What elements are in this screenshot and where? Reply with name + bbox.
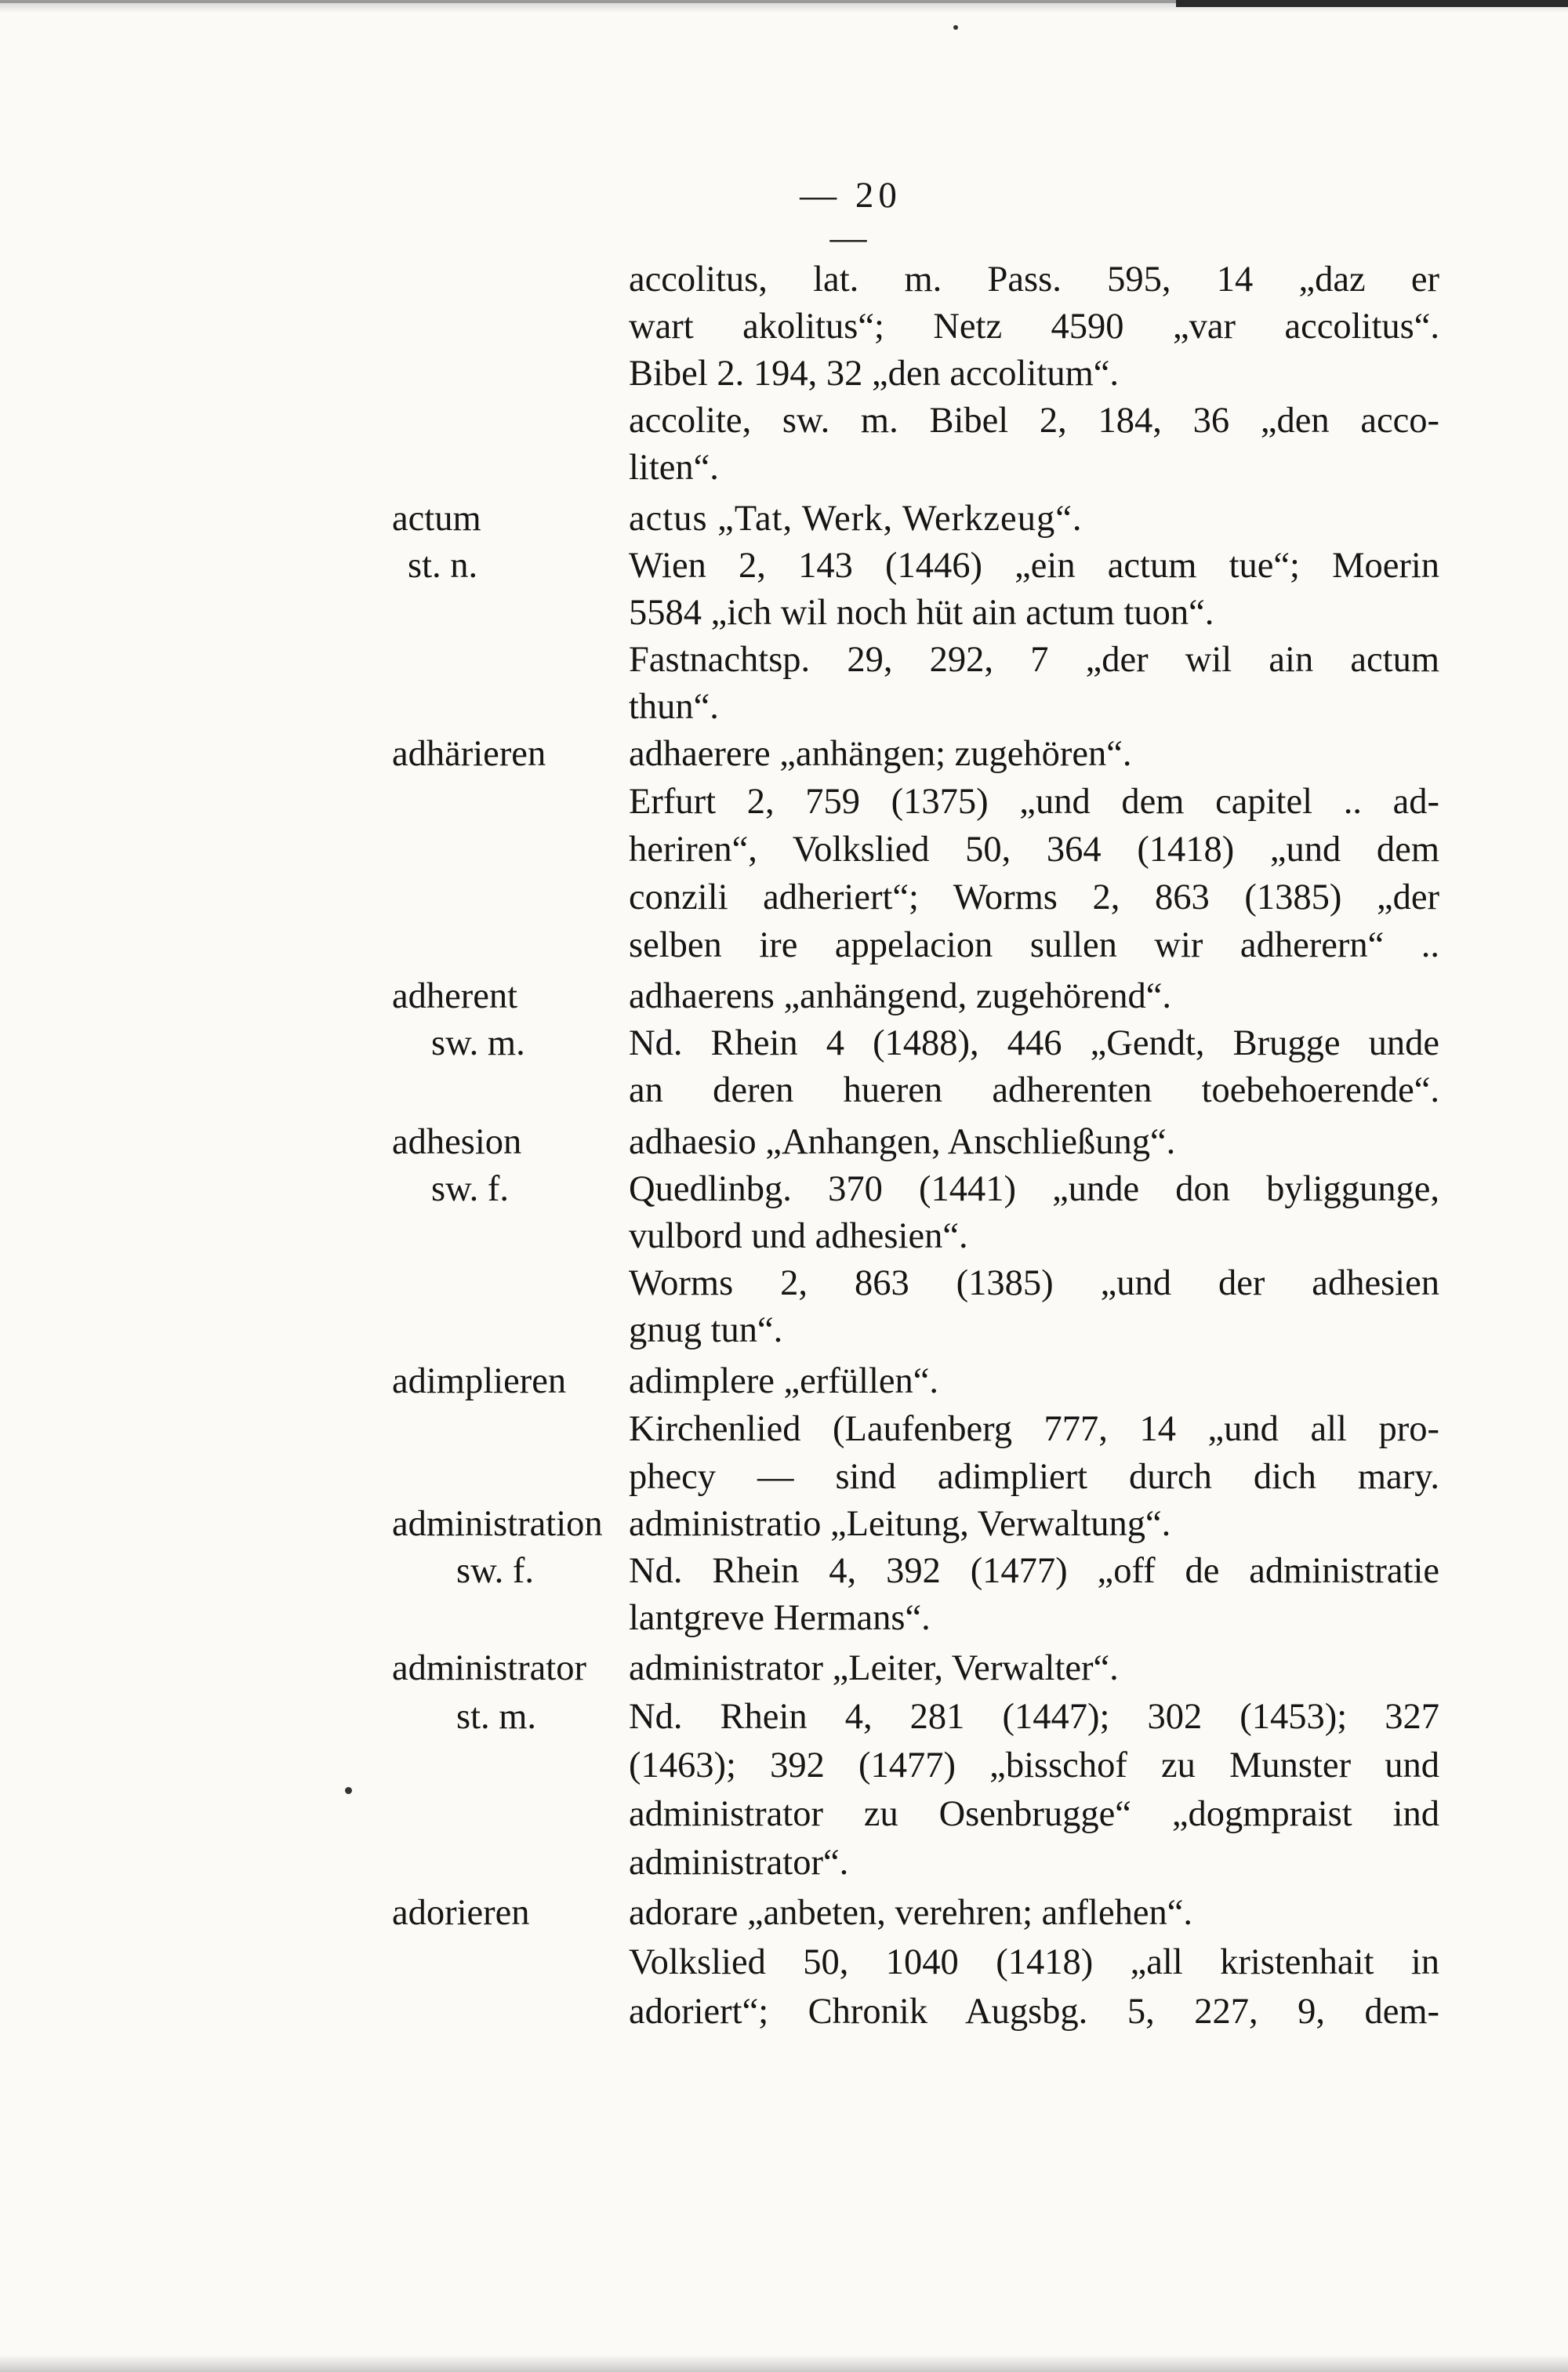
page-number: — 20 — bbox=[800, 175, 902, 258]
scan-speck bbox=[345, 1787, 352, 1794]
definition-line: administratio „Leitung, Verwaltung“. bbox=[629, 1504, 1171, 1544]
entry-lemma: adherent bbox=[392, 976, 518, 1016]
definition-line: 5584 „ich wil noch hüt ain actum tuon“. bbox=[629, 593, 1214, 633]
scan-border-top-right bbox=[1176, 0, 1568, 7]
definition-line: accolitus, lat. m. Pass. 595, 14 „daz er bbox=[629, 260, 1439, 300]
definition-line: Nd. Rhein 4 (1488), 446 „Gendt, Brugge unde bbox=[629, 1023, 1439, 1063]
definition-line: (1463); 392 (1477) „bisschof zu Munster und bbox=[629, 1745, 1439, 1785]
definition-line: accolite, sw. m. Bibel 2, 184, 36 „den acco- bbox=[629, 401, 1439, 441]
definition-line: Kirchenlied (Laufenberg 777, 14 „und all pro- bbox=[629, 1409, 1439, 1449]
definition-line: liten“. bbox=[629, 448, 719, 488]
entry-lemma: administrator bbox=[392, 1648, 586, 1688]
entry-grammar: st. n. bbox=[408, 546, 478, 586]
definition-line: adorare „anbeten, verehren; anflehen“. bbox=[629, 1893, 1193, 1933]
definition-line: administrator zu Osenbrugge“ „dogmpraist ind bbox=[629, 1794, 1439, 1834]
definition-line: heriren“, Volkslied 50, 364 (1418) „und dem bbox=[629, 830, 1439, 870]
entry-lemma: adimplieren bbox=[392, 1361, 567, 1401]
definition-line: Worms 2, 863 (1385) „und der adhesien bbox=[629, 1263, 1439, 1303]
entry-lemma: administration bbox=[392, 1504, 603, 1544]
definition-line: wart akolitus“; Netz 4590 „var accolitus“. bbox=[629, 307, 1439, 347]
definition-line: adoriert“; Chronik Augsbg. 5, 227, 9, dem- bbox=[629, 1992, 1439, 2032]
entry-grammar: st. m. bbox=[456, 1697, 537, 1737]
definition-line: administrator“. bbox=[629, 1843, 849, 1883]
definition-line: lantgreve Hermans“. bbox=[629, 1598, 931, 1638]
definition-line: Nd. Rhein 4, 281 (1447); 302 (1453); 327 bbox=[629, 1697, 1439, 1737]
entry-grammar: sw. f. bbox=[431, 1169, 510, 1209]
entry-lemma: adhesion bbox=[392, 1122, 522, 1162]
definition-line: Erfurt 2, 759 (1375) „und dem capitel .. ad- bbox=[629, 782, 1439, 822]
definition-line: adhaerere „anhängen; zugehören“. bbox=[629, 734, 1132, 774]
entry-lemma: actum bbox=[392, 499, 481, 539]
definition-line: Volkslied 50, 1040 (1418) „all kristenhait in bbox=[629, 1942, 1439, 1982]
definition-line: conzili adheriert“; Worms 2, 863 (1385) „der bbox=[629, 877, 1439, 917]
definition-line: adhaerens „anhängend, zugehörend“. bbox=[629, 976, 1171, 1016]
definition-line: selben ire appelacion sullen wir adherern“ .. bbox=[629, 925, 1439, 965]
entry-lemma: adhärieren bbox=[392, 734, 546, 774]
definition-line: adhaesio „Anhangen, Anschließung“. bbox=[629, 1122, 1176, 1162]
definition-line: Wien 2, 143 (1446) „ein actum tue“; Moerin bbox=[629, 546, 1439, 586]
scan-speck bbox=[953, 25, 958, 30]
entry-grammar: sw. m. bbox=[431, 1023, 525, 1063]
definition-line: vulbord und adhesien“. bbox=[629, 1216, 968, 1256]
definition-line: gnug tun“. bbox=[629, 1310, 783, 1350]
definition-line: Nd. Rhein 4, 392 (1477) „off de administratie bbox=[629, 1551, 1439, 1591]
page-bottom-edge bbox=[0, 2355, 1568, 2372]
definition-line: adimplere „erfüllen“. bbox=[629, 1361, 939, 1401]
entry-lemma: adorieren bbox=[392, 1893, 530, 1933]
definition-line: administrator „Leiter, Verwalter“. bbox=[629, 1648, 1119, 1688]
definition-line: phecy — sind adimpliert durch dich mary. bbox=[629, 1457, 1439, 1497]
definition-line: Quedlinbg. 370 (1441) „unde don byliggunge, bbox=[629, 1169, 1439, 1209]
entry-grammar: sw. f. bbox=[456, 1551, 535, 1591]
definition-line: Fastnachtsp. 29, 292, 7 „der wil ain actum bbox=[629, 640, 1439, 680]
definition-line: actus „Tat, Werk, Werkzeug“. bbox=[629, 499, 1083, 539]
definition-line: Bibel 2. 194, 32 „den accolitum“. bbox=[629, 354, 1120, 394]
definition-line: an deren hueren adherenten toebehoerende“. bbox=[629, 1070, 1439, 1110]
definition-line: thun“. bbox=[629, 687, 719, 727]
